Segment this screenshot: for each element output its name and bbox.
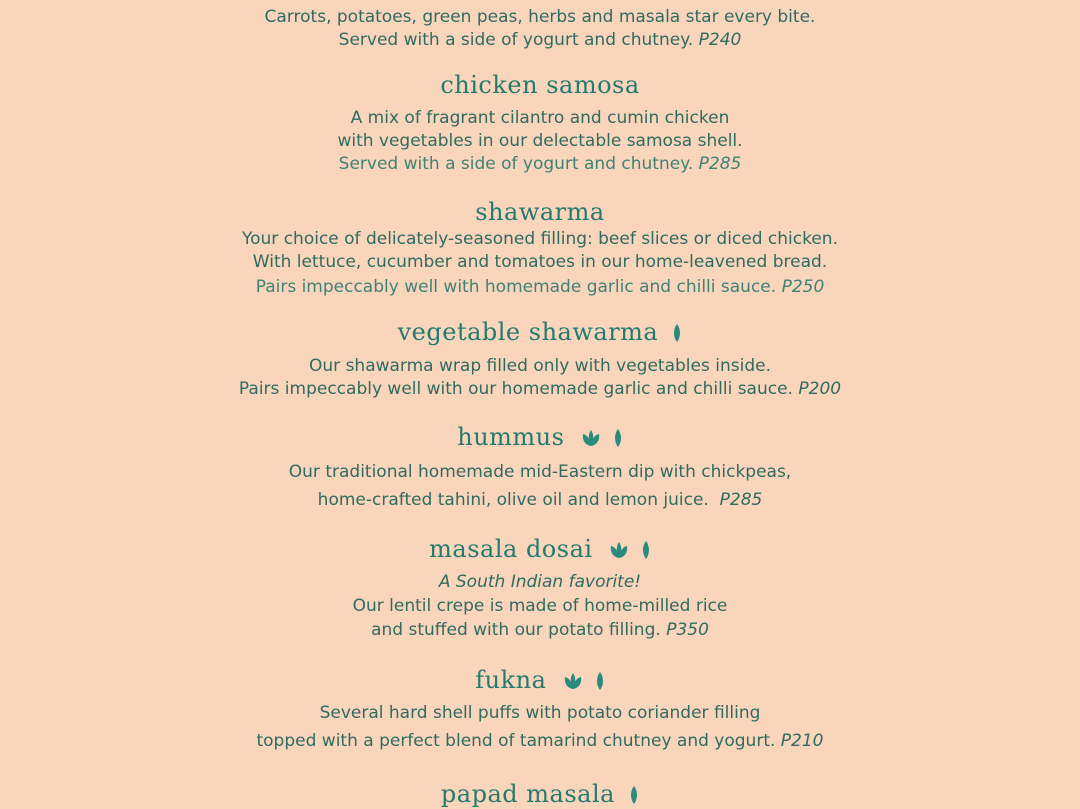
item-title-row xyxy=(0,779,1080,809)
item-title: hummus xyxy=(457,423,565,451)
item-description: A mix of fragrant cilantro and cumin chicken xyxy=(350,108,730,128)
item-price: P350 xyxy=(666,620,709,640)
item-description: and stuffed with our potato filling. P350 xyxy=(371,620,709,640)
item-price: P240 xyxy=(698,30,742,50)
lotus-icon xyxy=(579,428,603,448)
item-description: Carrots, potatoes, green peas, herbs and masala star every bite. xyxy=(264,7,816,27)
item-title: shawarma xyxy=(475,198,605,226)
item-description: Served with a side of yogurt and chutney. P285 xyxy=(338,154,742,174)
item-title-row xyxy=(0,665,1080,695)
leaf-icon xyxy=(613,428,623,448)
item-description: With lettuce, cucumber and tomatoes in our home-leavened bread. xyxy=(252,252,828,272)
item-price: P285 xyxy=(698,154,742,174)
leaf-icon xyxy=(672,323,682,343)
leaf-icon xyxy=(595,671,605,691)
item-title-row xyxy=(0,534,1080,564)
item-price: P285 xyxy=(719,490,763,510)
item-description: Pairs impeccably well with our homemade garlic and chilli sauce. P200 xyxy=(238,379,842,399)
item-description: Several hard shell puffs with potato coriander filling xyxy=(319,703,761,723)
item-description: Pairs impeccably well with homemade garlic and chilli sauce. P250 xyxy=(255,277,825,297)
item-title: fukna xyxy=(475,666,547,694)
item-description: Our lentil crepe is made of home-milled rice xyxy=(352,596,728,616)
item-price: P210 xyxy=(780,731,824,751)
item-title: chicken samosa xyxy=(440,71,640,99)
item-description: with vegetables in our delectable samosa shell. xyxy=(337,131,743,151)
lotus-icon xyxy=(561,671,585,691)
leaf-icon xyxy=(641,540,651,560)
leaf-icon xyxy=(629,785,639,805)
lotus-icon xyxy=(607,540,631,560)
item-description: topped with a perfect blend of tamarind chutney and yogurt. P210 xyxy=(256,731,824,751)
item-description: home-crafted tahini, olive oil and lemon juice. P285 xyxy=(317,490,763,510)
item-description: Our traditional homemade mid-Eastern dip with chickpeas, xyxy=(288,462,792,482)
item-title-row xyxy=(0,317,1080,347)
item-title: masala dosai xyxy=(429,535,593,563)
item-description: Served with a side of yogurt and chutney. P240 xyxy=(338,30,742,50)
item-title: vegetable shawarma xyxy=(397,318,659,346)
item-tagline: A South Indian favorite! xyxy=(438,572,642,592)
item-price: P250 xyxy=(781,277,825,297)
item-title: papad masala xyxy=(440,780,615,808)
item-description: Our shawarma wrap filled only with vegetables inside. xyxy=(309,356,771,376)
item-description: Your choice of delicately-seasoned filling: beef slices or diced chicken. xyxy=(242,229,838,249)
item-price: P200 xyxy=(798,379,842,399)
item-title-row xyxy=(0,422,1080,452)
